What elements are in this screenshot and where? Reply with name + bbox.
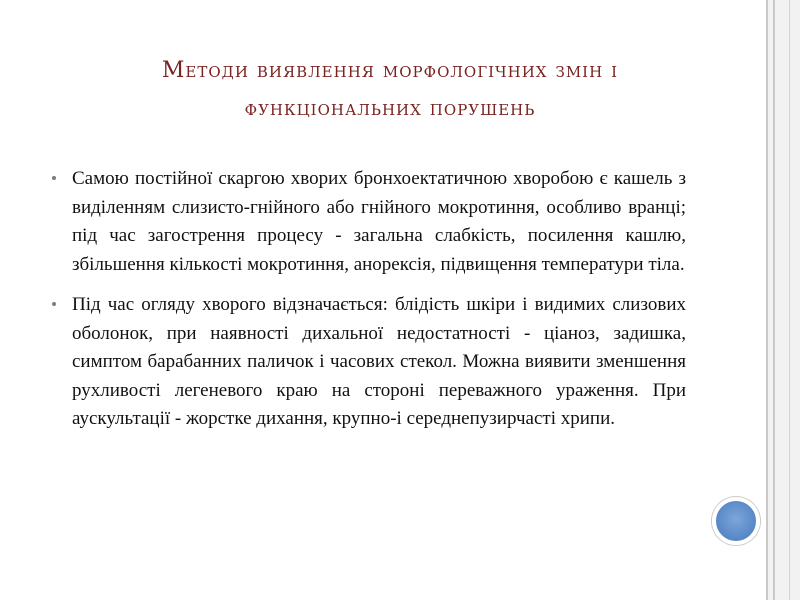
slide-title-line2: функціональних порушень bbox=[244, 96, 536, 121]
slide-title bbox=[60, 52, 720, 128]
decor-rail-line bbox=[773, 0, 775, 600]
decor-rail-line bbox=[766, 0, 768, 600]
right-decor-panel bbox=[767, 0, 800, 600]
bullet-item bbox=[52, 165, 686, 279]
bullet-text: Самою постійної скаргою хворих бронхоектатичною хворобою є кашель з виділенням слизисто-гнійного або гнійного мокротиння, особливо вранці; під час загострення процесу - загальна слабкість, посилення кашлю, збільшення кількості мокротиння, анорексія, підвищення температури тіла. bbox=[72, 168, 686, 275]
bullet-dot-icon bbox=[52, 302, 56, 306]
slide-title-line1: Методи виявлення морфологічних змін і bbox=[161, 58, 619, 83]
bullet-dot-icon bbox=[52, 176, 56, 180]
bullet-item bbox=[52, 291, 686, 434]
bullet-text: Під час огляду хворого відзначається: блідість шкіри і видимих слизових оболонок, при наявності дихальної недостатності - ціаноз, задишка, симптом барабанних паличок і часових стекол. Можна виявити зменшення рухливості легеневого краю на стороні переважного ураження. При аускультації - жорстке дихання, крупно-і середнепузирчасті хрипи. bbox=[72, 294, 686, 429]
decor-rail-line bbox=[789, 0, 790, 600]
slide-body bbox=[52, 165, 686, 446]
decor-circle bbox=[712, 497, 760, 545]
